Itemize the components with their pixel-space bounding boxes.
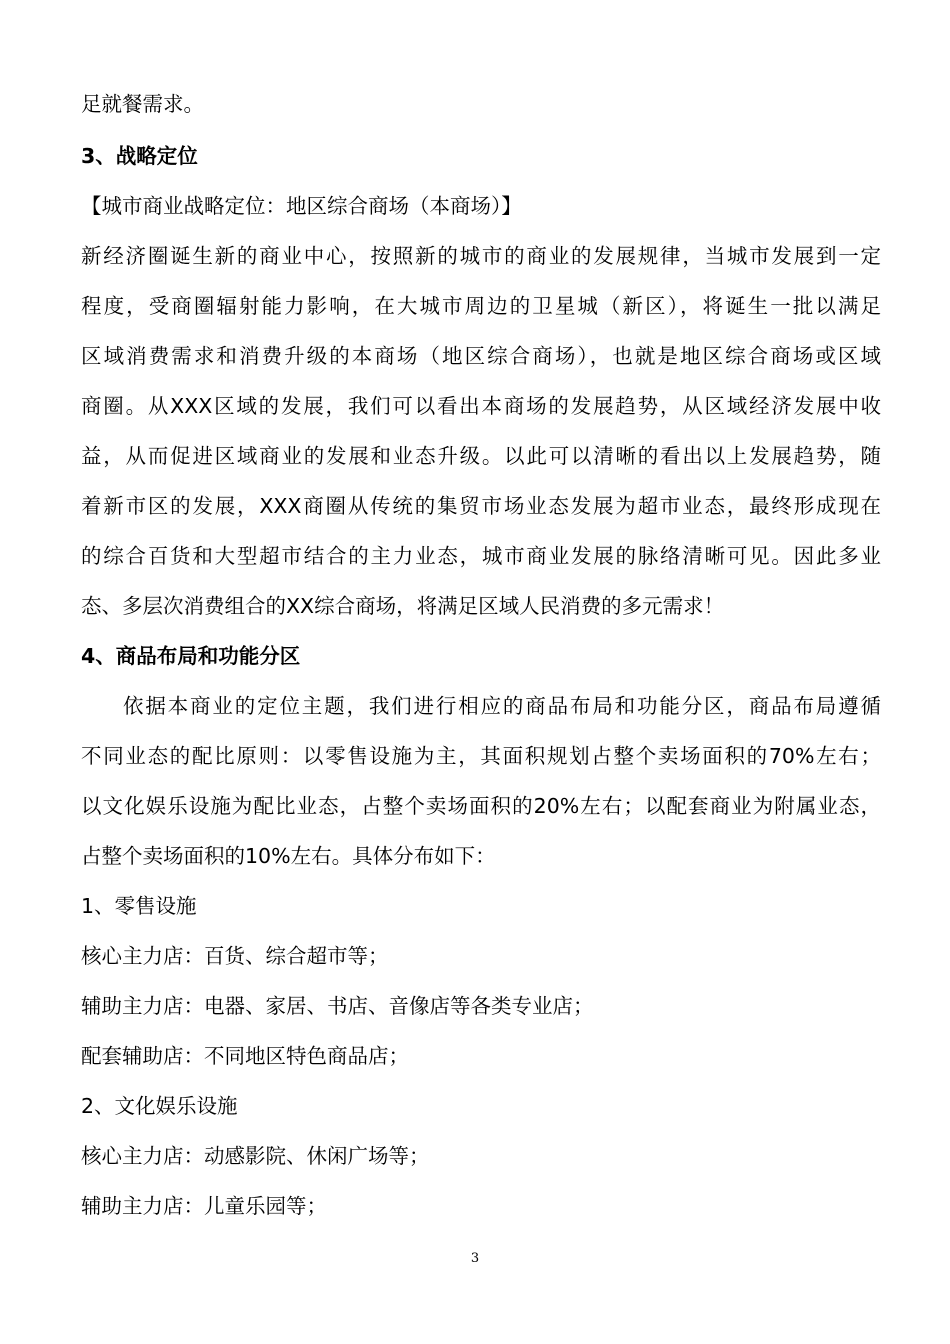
section4-paragraph-line: 依据本商业的定位主题，我们进行相应的商品布局和功能分区，商品布局遵循 xyxy=(123,694,881,718)
page-number: 3 xyxy=(470,1251,480,1266)
section3-paragraph-line: 程度，受商圈辐射能力影响，在大城市周边的卫星城（新区），将诞生一批以满足 xyxy=(81,294,881,318)
section3-paragraph-line: 益，从而促进区域商业的发展和业态升级。以此可以清晰的看出以上发展趋势，随 xyxy=(81,444,881,468)
section3-bracket-title: 【城市商业战略定位：地区综合商场（本商场）】 xyxy=(81,194,522,218)
subsection-heading-retail: 1、零售设施 xyxy=(81,894,197,918)
section3-paragraph-line: 新经济圈诞生新的商业中心，按照新的城市的商业的发展规律，当城市发展到一定 xyxy=(81,244,881,268)
section4-paragraph-line: 不同业态的配比原则：以零售设施为主，其面积规划占整个卖场面积的70%左右； xyxy=(81,744,881,768)
intro-tail-text: 足就餐需求。 xyxy=(81,92,204,116)
list-item: 核心主力店：动感影院、休闲广场等； xyxy=(81,1144,430,1168)
section3-paragraph-line: 态、多层次消费组合的XX综合商场，将满足区域人民消费的多元需求！ xyxy=(81,594,725,618)
section3-paragraph-line: 着新市区的发展，XXX商圈从传统的集贸市场业态发展为超市业态，最终形成现在 xyxy=(81,494,881,518)
section4-paragraph-line: 占整个卖场面积的10%左右。具体分布如下： xyxy=(81,844,496,868)
section4-paragraph-line: 以文化娱乐设施为配比业态，占整个卖场面积的20%左右；以配套商业为附属业态， xyxy=(81,794,881,818)
section3-heading: 3、战略定位 xyxy=(81,144,198,168)
section3-paragraph-line: 区域消费需求和消费升级的本商场（地区综合商场），也就是地区综合商场或区域 xyxy=(81,344,881,368)
section4-heading: 4、商品布局和功能分区 xyxy=(81,644,301,668)
list-item: 配套辅助店：不同地区特色商品店； xyxy=(81,1044,409,1068)
section3-paragraph-line: 商圈。从XXX区域的发展，我们可以看出本商场的发展趋势，从区域经济发展中收 xyxy=(81,394,881,418)
list-item: 核心主力店：百货、综合超市等； xyxy=(81,944,389,968)
subsection-heading-culture: 2、文化娱乐设施 xyxy=(81,1094,238,1118)
section3-paragraph-line: 的综合百货和大型超市结合的主力业态，城市商业发展的脉络清晰可见。因此多业 xyxy=(81,544,881,568)
list-item: 辅助主力店：儿童乐园等； xyxy=(81,1194,327,1218)
list-item: 辅助主力店：电器、家居、书店、音像店等各类专业店； xyxy=(81,994,594,1018)
